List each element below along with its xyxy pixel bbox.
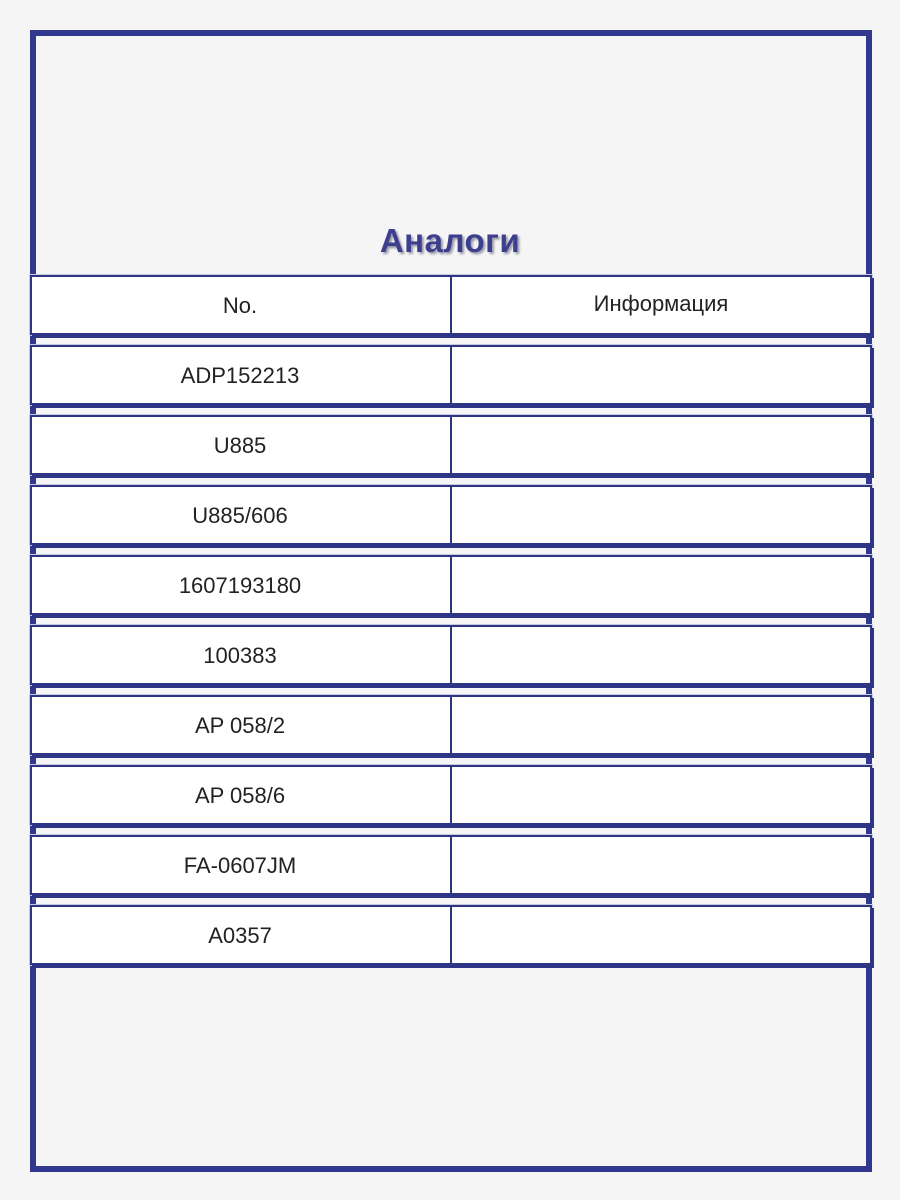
part-number-cell: U885/606 [192,503,288,528]
info-cell [450,485,870,545]
part-number-cell: ADP152213 [180,363,300,388]
table-row [30,695,872,755]
table-row [30,625,872,685]
part-number-cell: 1607193180 [178,573,302,598]
part-number-cell: AP 058/2 [194,713,286,738]
column-header-info: Информация [450,275,870,335]
info-cell [450,415,870,475]
page-title: Аналоги [379,222,521,259]
table-row [30,555,872,615]
part-number-cell: FA-0607JM [183,853,297,878]
info-cell [450,625,870,685]
table-header-row [30,275,872,335]
part-number-cell: AP 058/6 [194,783,286,808]
info-cell [450,905,870,965]
column-header-no: No. [222,293,258,318]
analogs-table [30,275,872,975]
info-cell [450,345,870,405]
table-row [30,765,872,825]
table-row [30,905,872,965]
table-row [30,835,872,895]
part-number-cell: U885 [213,433,267,458]
table-row [30,485,872,545]
part-number-cell: A0357 [208,923,272,948]
part-number-cell: 100383 [203,643,277,668]
info-cell [450,555,870,615]
info-cell [450,695,870,755]
table-row [30,345,872,405]
info-cell [450,835,870,895]
table-row [30,415,872,475]
info-cell [450,765,870,825]
